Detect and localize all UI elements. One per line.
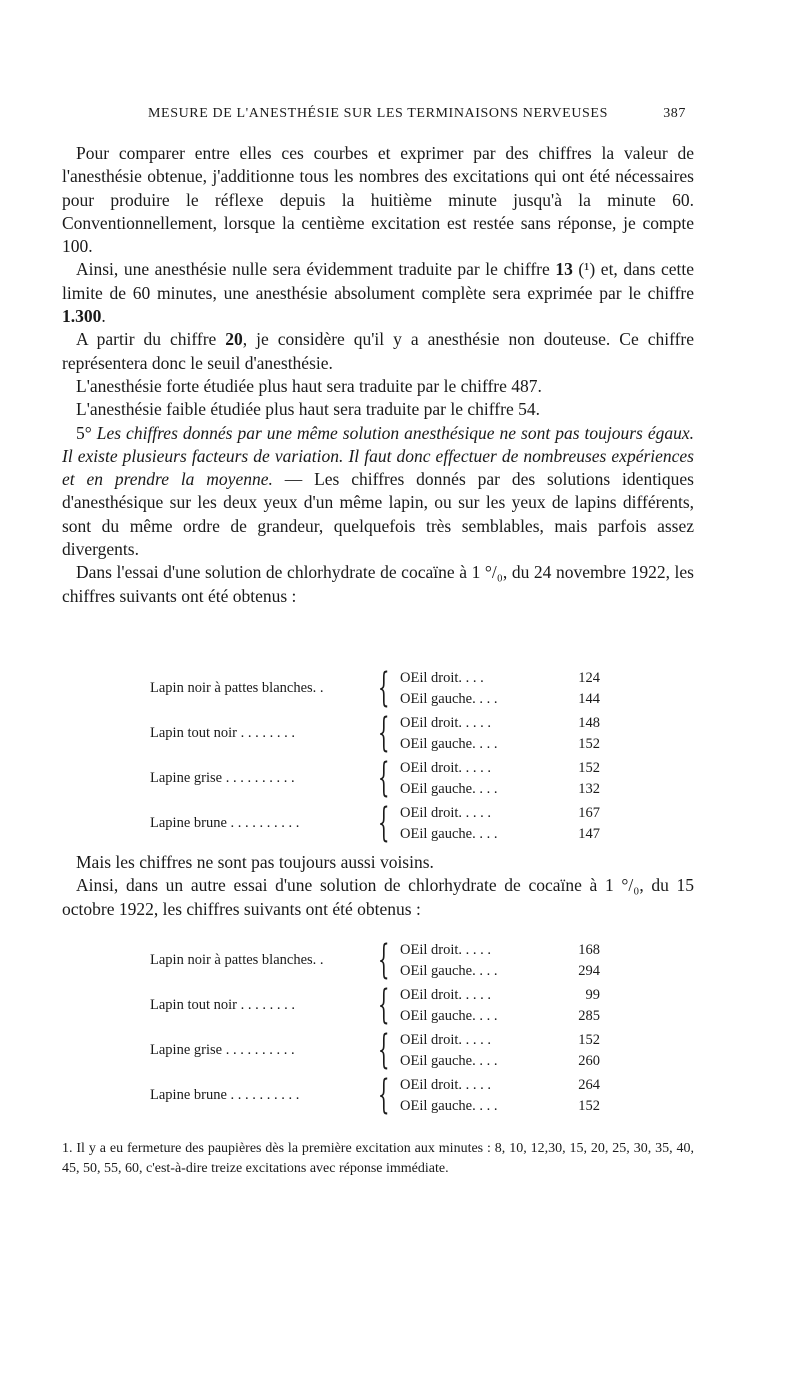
right-eye-row (400, 940, 600, 961)
right-eye-value: 99 (585, 987, 600, 1003)
left-eye-label: OEil gauche. . . . (400, 1098, 498, 1114)
text-span: (¹) et, dans cette limite de 60 minutes, une anesthésie absolument complète sera exprimée par le chiffre (62, 259, 694, 303)
main-text (62, 142, 694, 608)
left-eye-row (400, 779, 600, 800)
left-eye-value: 132 (578, 781, 600, 797)
left-eye-row (400, 824, 600, 845)
running-header (148, 106, 686, 126)
right-eye-value: 264 (578, 1077, 600, 1093)
brace-icon: { (378, 755, 390, 801)
brace-icon: { (378, 1027, 390, 1073)
results-table-1 (150, 665, 620, 848)
right-eye-row (400, 803, 600, 824)
left-eye-value: 260 (578, 1053, 600, 1069)
eye-values (400, 1075, 600, 1117)
right-eye-value: 167 (578, 805, 600, 821)
right-eye-label: OEil droit. . . . . (400, 987, 492, 1003)
section-number: 5° (76, 422, 97, 443)
animal-name: Lapin noir à pattes blanches. . (150, 680, 324, 696)
paragraph-4: L'anesthésie forte étudiée plus haut sera traduite par le chiffre 487. (76, 375, 542, 396)
eye-values (400, 985, 600, 1027)
brace-icon: { (378, 1072, 390, 1118)
eye-values (400, 1030, 600, 1072)
left-eye-row (400, 734, 600, 755)
right-eye-label: OEil droit. . . . (400, 670, 484, 686)
paragraph-7: Dans l'essai d'une solution de chlorhydrate de cocaïne à 1 °/₀, du 24 novembre 1922, les chiffres suivants ont été obtenus : (62, 562, 694, 606)
left-eye-label: OEil gauche. . . . (400, 736, 498, 752)
table-row (150, 1027, 620, 1075)
left-eye-row (400, 961, 600, 982)
paragraph-2 (62, 258, 694, 328)
right-eye-value: 168 (578, 942, 600, 958)
left-eye-value: 144 (578, 691, 600, 707)
paragraph-1: Pour comparer entre elles ces courbes et exprimer par des chiffres la valeur de l'anesthésie obtenue, j'additionne tous les nombres des excitations qui ont été nécessaires pour produire le réflexe depuis la huitième minute jusqu'à la minute 60. Conventionnellement, lorsque la centième excitation est restée sans réponse, je compte 100. (62, 143, 694, 257)
left-eye-label: OEil gauche. . . . (400, 963, 498, 979)
eye-values (400, 668, 600, 710)
left-eye-row (400, 689, 600, 710)
table-row (150, 755, 620, 803)
paragraph-9: Ainsi, dans un autre essai d'une solution de chlorhydrate de cocaïne à 1 °/₀, du 15 octobre 1922, les chiffres suivants ont été obtenus : (62, 875, 694, 919)
brace-icon: { (378, 937, 390, 983)
main-text-continued (62, 851, 694, 921)
right-eye-row (400, 985, 600, 1006)
left-eye-label: OEil gauche. . . . (400, 691, 498, 707)
eye-values (400, 803, 600, 845)
left-eye-label: OEil gauche. . . . (400, 826, 498, 842)
text-span: — Les chiffres donnés par des solutions identiques d'anesthésique sur les deux yeux d'un même lapin, ou sur les yeux de lapins différents, sont du même ordre de grandeur, quelquefois très semblables, mais parfois assez divergents. (62, 469, 694, 560)
right-eye-value: 152 (578, 760, 600, 776)
right-eye-value: 124 (578, 670, 600, 686)
text-span: , je considère qu'il y a anesthésie non douteuse. Ce chiffre représentera donc le seuil d'anesthésie. (62, 329, 695, 373)
eye-values (400, 940, 600, 982)
left-eye-row (400, 1006, 600, 1027)
bold-number: 20 (225, 329, 243, 350)
left-eye-label: OEil gauche. . . . (400, 1008, 498, 1024)
brace-icon: { (378, 982, 390, 1028)
right-eye-row (400, 1030, 600, 1051)
left-eye-row (400, 1051, 600, 1072)
brace-icon: { (378, 800, 390, 846)
right-eye-label: OEil droit. . . . . (400, 760, 492, 776)
right-eye-row (400, 758, 600, 779)
animal-name: Lapine grise . . . . . . . . . . (150, 1042, 295, 1058)
right-eye-label: OEil droit. . . . . (400, 715, 492, 731)
table-row (150, 937, 620, 985)
right-eye-row (400, 1075, 600, 1096)
left-eye-value: 147 (578, 826, 600, 842)
italic-statement: Les chiffres donnés par une même solution anesthésique ne sont pas toujours égaux. Il existe plusieurs facteurs de variation. Il faut donc effectuer de nombreuses expériences et en prendre la moyenne. (62, 422, 695, 490)
page-number: 387 (663, 106, 686, 121)
results-table-2 (150, 937, 620, 1120)
right-eye-label: OEil droit. . . . . (400, 1032, 492, 1048)
animal-name: Lapine brune . . . . . . . . . . (150, 1087, 300, 1103)
table-row (150, 710, 620, 758)
right-eye-label: OEil droit. . . . . (400, 942, 492, 958)
text-span: . (101, 306, 106, 327)
bold-number: 1.300 (62, 306, 102, 327)
left-eye-label: OEil gauche. . . . (400, 1053, 498, 1069)
eye-values (400, 758, 600, 800)
right-eye-row (400, 668, 600, 689)
right-eye-value: 152 (578, 1032, 600, 1048)
paragraph-3 (62, 328, 694, 375)
bold-number: 13 (555, 259, 573, 280)
paragraph-6 (62, 422, 694, 562)
animal-name: Lapin tout noir . . . . . . . . (150, 997, 295, 1013)
running-title: MESURE DE L'ANESTHÉSIE SUR LES TERMINAISONS NERVEUSES (148, 106, 608, 121)
animal-name: Lapine brune . . . . . . . . . . (150, 815, 300, 831)
animal-name: Lapine grise . . . . . . . . . . (150, 770, 295, 786)
brace-icon: { (378, 710, 390, 756)
eye-values (400, 713, 600, 755)
right-eye-label: OEil droit. . . . . (400, 805, 492, 821)
table-row (150, 800, 620, 848)
table-row (150, 982, 620, 1030)
text-span: A partir du chiffre (76, 329, 226, 350)
table-row (150, 665, 620, 713)
brace-icon: { (378, 665, 390, 711)
left-eye-value: 294 (578, 963, 600, 979)
animal-name: Lapin tout noir . . . . . . . . (150, 725, 295, 741)
left-eye-row (400, 1096, 600, 1117)
animal-name: Lapin noir à pattes blanches. . (150, 952, 324, 968)
paragraph-5: L'anesthésie faible étudiée plus haut sera traduite par le chiffre 54. (76, 399, 540, 420)
left-eye-label: OEil gauche. . . . (400, 781, 498, 797)
left-eye-value: 152 (578, 1098, 600, 1114)
text-span: Ainsi, une anesthésie nulle sera évidemment traduite par le chiffre (76, 259, 556, 280)
right-eye-row (400, 713, 600, 734)
footnote: 1. Il y a eu fermeture des paupières dès la première excitation aux minutes : 8, 10, 12,30, 15, 20, 25, 30, 35, 40, 45, 50, 55, 60, c'est-à-dire treize excitations avec réponse immédiate. (62, 1141, 694, 1176)
left-eye-value: 152 (578, 736, 600, 752)
left-eye-value: 285 (578, 1008, 600, 1024)
table-row (150, 1072, 620, 1120)
right-eye-value: 148 (578, 715, 600, 731)
paragraph-8: Mais les chiffres ne sont pas toujours aussi voisins. (76, 852, 434, 872)
right-eye-label: OEil droit. . . . . (400, 1077, 492, 1093)
